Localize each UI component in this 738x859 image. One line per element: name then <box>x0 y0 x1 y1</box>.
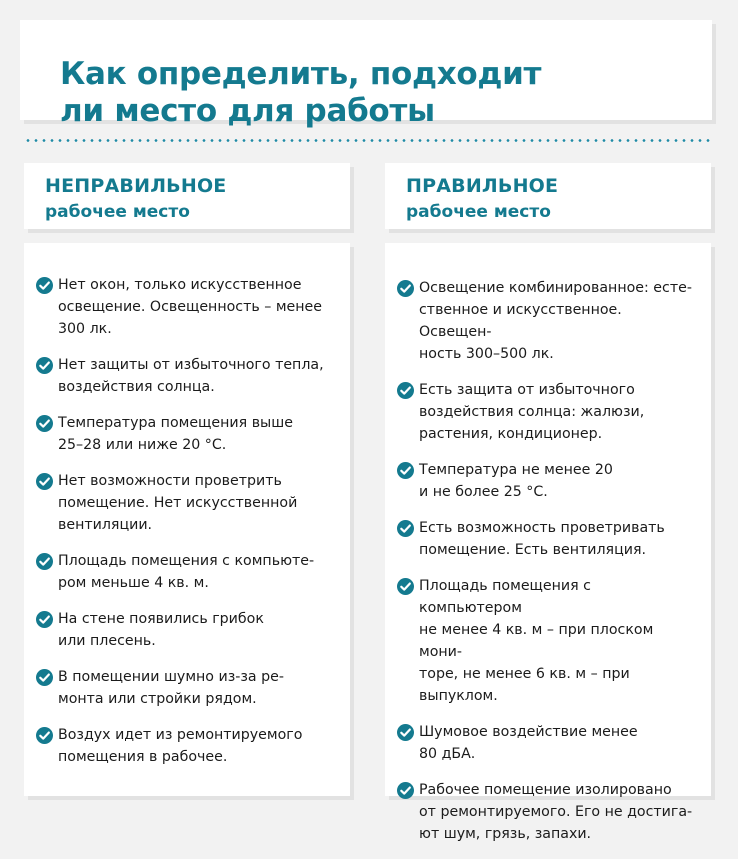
title-card <box>20 20 712 129</box>
list-item-text: В помещении шумно из-за ре- монта или стройки рядом. <box>58 669 284 707</box>
list-item-text: Воздух идет из ремонтируемого помещения в рабочее. <box>58 727 303 765</box>
check-icon <box>36 415 53 432</box>
list-item <box>397 721 697 765</box>
page-title: Как определить, подходит ли место для работы <box>60 56 542 129</box>
list-item <box>36 666 336 710</box>
right-heading: ПРАВИЛЬНОЕ <box>406 175 559 197</box>
list-item-text: Площадь помещения с компьюте- ром меньше 4 кв. м. <box>58 553 315 591</box>
check-icon <box>36 611 53 628</box>
list-item-text: Температура не менее 20 и не более 25 °С. <box>419 462 613 500</box>
right-items-list <box>397 277 697 859</box>
list-item-text: Есть возможность проветривать помещение. Есть вентиляция. <box>419 520 665 558</box>
list-item <box>36 470 336 536</box>
list-item-text: На стене появились грибок или плесень. <box>58 611 264 649</box>
list-item <box>36 274 336 340</box>
list-item-text: Площадь помещения с компьютером не менее 4 кв. м – при плоском мони- торе, не менее 6 кв. м – при выпуклом. <box>419 578 654 704</box>
list-item <box>397 459 697 503</box>
right-column-header <box>385 163 711 229</box>
list-item <box>397 575 697 707</box>
wrong-column-header <box>24 163 350 229</box>
check-icon <box>36 473 53 490</box>
check-icon <box>397 520 414 537</box>
right-subheading: рабочее место <box>406 202 551 222</box>
check-icon <box>36 277 53 294</box>
wrong-subheading: рабочее место <box>45 202 190 222</box>
list-item <box>36 608 336 652</box>
check-icon <box>397 382 414 399</box>
list-item-text: Есть защита от избыточного воздействия солнца: жалюзи, растения, кондиционер. <box>419 382 645 442</box>
right-items-card <box>385 243 711 842</box>
check-icon <box>36 357 53 374</box>
list-item <box>397 779 697 845</box>
list-item <box>36 724 336 768</box>
list-item <box>397 517 697 561</box>
wrong-heading: НЕПРАВИЛЬНОЕ <box>45 175 227 197</box>
wrong-items-list <box>36 274 336 782</box>
wrong-items-card <box>24 243 350 796</box>
check-icon <box>36 669 53 686</box>
list-item <box>36 354 336 398</box>
check-icon <box>397 280 414 297</box>
list-item-text: Рабочее помещение изолировано от ремонтируемого. Его не достига- ют шум, грязь, запахи. <box>419 782 693 842</box>
check-icon <box>36 553 53 570</box>
list-item-text: Шумовое воздействие менее 80 дБА. <box>419 724 638 762</box>
list-item-text: Нет возможности проветрить помещение. Нет искусственной вентиляции. <box>58 473 298 533</box>
dotted-divider <box>24 139 714 142</box>
check-icon <box>36 727 53 744</box>
list-item <box>36 412 336 456</box>
list-item <box>36 550 336 594</box>
check-icon <box>397 578 414 595</box>
list-item-text: Освещение комбинированное: есте- ственное и искусственное. Освещен- ность 300–500 лк. <box>419 280 692 362</box>
list-item <box>397 379 697 445</box>
list-item-text: Температура помещения выше 25–28 или ниже 20 °С. <box>58 415 293 453</box>
list-item-text: Нет окон, только искусственное освещение. Освещенность – менее 300 лк. <box>58 277 322 337</box>
list-item-text: Нет защиты от избыточного тепла, воздействия солнца. <box>58 357 324 395</box>
check-icon <box>397 462 414 479</box>
check-icon <box>397 724 414 741</box>
list-item <box>397 277 697 365</box>
check-icon <box>397 782 414 799</box>
